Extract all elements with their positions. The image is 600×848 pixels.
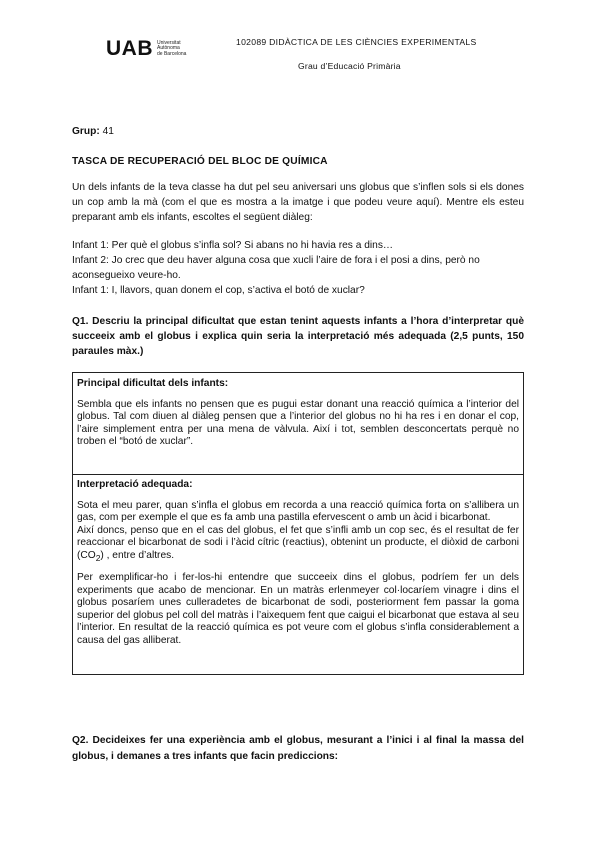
intro-paragraph: Un dels infants de la teva classe ha dut pel seu aniversari uns globus que s’inflen sols si els dones un cop amb la mà (com el que es mostra a la imatge i que podeu veure aquí). Mentre els esteu preparant amb els infants, escoltes el següent diàleg: xyxy=(72,182,524,223)
course-title: 102089 DIDÀCTICA DE LES CIÈNCIES EXPERIMENTALS xyxy=(236,37,477,47)
answer-box xyxy=(72,372,524,675)
group-line xyxy=(72,124,524,139)
dialogue-line: Infant 1: I, llavors, quan donem el cop, s’activa el botó de xuclar? xyxy=(72,285,365,296)
interpretation-paragraph-2 xyxy=(77,525,519,565)
interpretation-paragraph-3: Per exemplificar-ho i fer-los-hi entendre que succeeix dins el globus, podríem fer un dels experiments que acabo de mencionar. En un matràs erlenmeyer col·locaríem vinagre i dins el globus posaríem unes culleradetes de bicarbonat de sodi, posteriorment fem passar la goma superior del globus pel coll del matràs i l’aixequem fent que caigui el bicarbonat que estava al seu l’interior. En resultat de la reacció química es pot veure com el globus s’infla considerablement a causa del gas alliberat. xyxy=(77,572,519,646)
logo-subtitle-line: Autònoma xyxy=(157,45,180,52)
dialogue xyxy=(72,238,524,298)
logo-subtitle-line: Universitat xyxy=(157,39,181,46)
difficulty-cell xyxy=(77,378,519,449)
group-value: 41 xyxy=(102,126,114,137)
logo-subtitle-line: de Barcelona xyxy=(157,50,187,57)
uab-logo xyxy=(106,37,186,61)
box-divider xyxy=(73,474,523,475)
degree-name: Grau d’Educació Primària xyxy=(298,61,401,71)
task-title: TASCA DE RECUPERACIÓ DEL BLOC DE QUÍMICA xyxy=(72,156,328,167)
question-2: Q2. Decideixes fer una experiència amb el globus, mesurant a l’inici i al final la massa del globus, i demanes a tres infants que facin prediccions: xyxy=(72,735,524,762)
dialogue-line: Infant 1: Per què el globus s’infla sol? Si abans no hi havia res a dins… xyxy=(72,240,394,251)
dialogue-line: Infant 2: Jo crec que deu haver alguna cosa que xucli l’aire de fora i el posi a dins, però no aconsegueixo veure-ho. xyxy=(72,255,480,281)
co2-subscript: 2 xyxy=(95,552,101,563)
difficulty-heading: Principal dificultat dels infants: xyxy=(77,378,229,389)
interpretation-heading: Interpretació adequada: xyxy=(77,479,193,490)
interpretation-paragraph-1: Sota el meu parer, quan s’infla el globus em recorda a una reacció química forta on s’allibera un gas, com per exemple el que es fa amb una pastilla efervescent o amb un àcid i bicarbonat. xyxy=(77,499,519,523)
paragraph-gap xyxy=(77,564,519,572)
interpretation-p2-tail: ) , entre d’altres. xyxy=(100,549,175,561)
group-label: Grup: xyxy=(72,126,100,137)
question-1: Q1. Descriu la principal dificultat que estan tenint aquests infants a l’hora d’interpretar què succeeix amb el globus i explica quin seria la interpretació més adequada (2,5 punts, 150 paraules màx.) xyxy=(72,316,524,357)
logo-mark: UAB xyxy=(106,37,153,60)
difficulty-text: Sembla que els infants no pensen que es pugui estar donant una reacció química a l’interior del globus. Tal com diuen al diàleg pensen que a l’interior del globus no hi ha res i en donar el cop, l’aire simplement entra per una mena de vàlvula. Així i tot, semblen desconcertats perquè no troben el “botó de xuclar”. xyxy=(77,398,519,447)
logo-subtitle xyxy=(157,41,186,58)
interpretation-p2-text: Així doncs, penso que en el cas del globus, el fet que s’infli amb un cop sec, és el resultat de fer reaccionar el bicarbonat de sodi i l’àcid cítric (reactius), obtenint un producte, el diòxid de carboni (CO xyxy=(77,524,519,561)
interpretation-cell xyxy=(77,479,519,647)
